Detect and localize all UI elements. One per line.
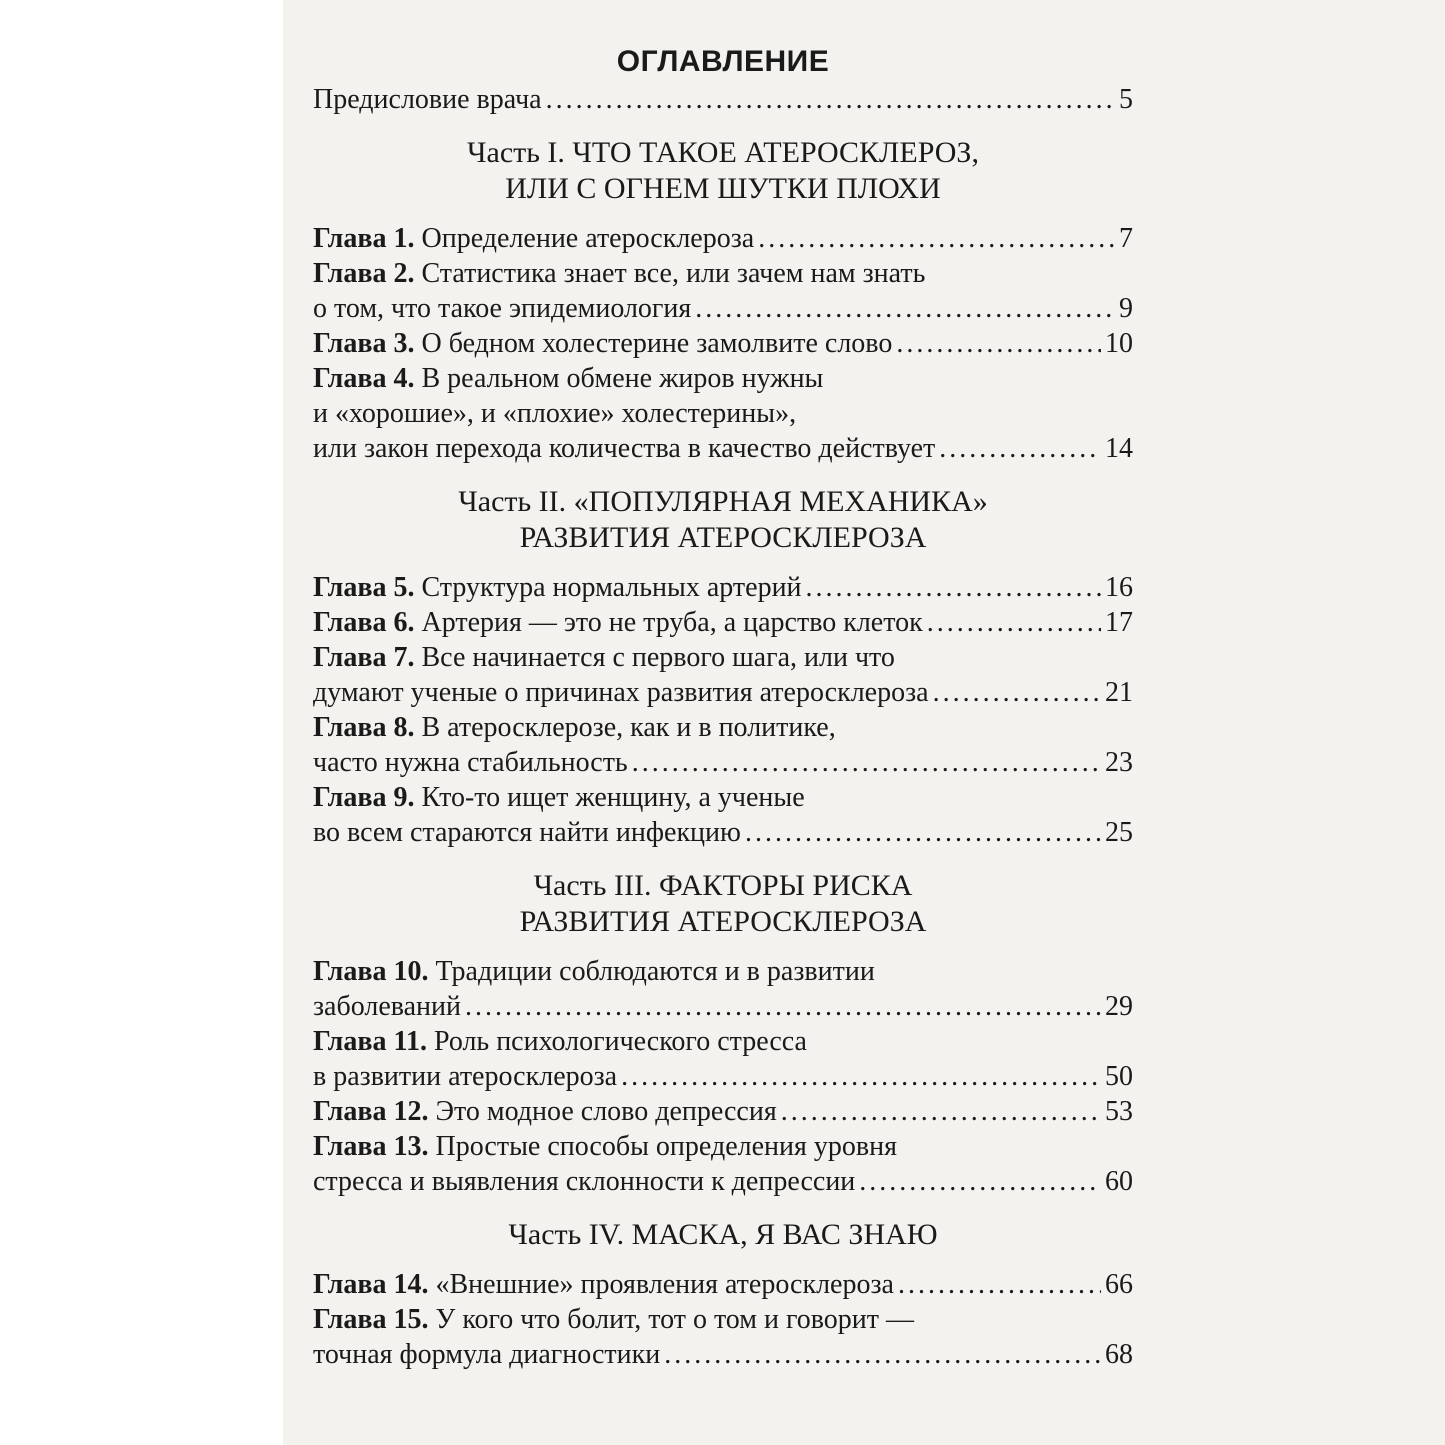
toc-entry-text-wrap bbox=[313, 1164, 855, 1199]
toc-entry-chapter bbox=[313, 710, 1133, 780]
chapter-label: Глава 15. bbox=[313, 1304, 429, 1335]
chapter-title-line: или закон перехода количества в качество действует bbox=[313, 433, 936, 464]
chapter-line bbox=[313, 256, 1133, 291]
toc-entry-text-wrap bbox=[313, 1059, 617, 1094]
toc-entry-row bbox=[313, 989, 1133, 1024]
part-title bbox=[313, 484, 1133, 556]
toc-entry-row bbox=[313, 431, 1133, 466]
part-title-line: РАЗВИТИЯ АТЕРОСКЛЕРОЗА bbox=[519, 905, 927, 938]
dot-leader bbox=[898, 1267, 1101, 1302]
chapter-title-line: Артерия — это не труба, а царство клеток bbox=[421, 607, 923, 638]
dot-leader bbox=[933, 675, 1101, 710]
toc-entry-row bbox=[313, 745, 1133, 780]
page-number: 29 bbox=[1105, 991, 1133, 1022]
toc-entry-chapter bbox=[313, 570, 1133, 605]
toc-entry-chapter bbox=[313, 1129, 1133, 1199]
part-title-line: Часть I. ЧТО ТАКОЕ АТЕРОСКЛЕРОЗ, bbox=[467, 136, 979, 169]
part-title-line: Часть III. ФАКТОРЫ РИСКА bbox=[533, 869, 913, 902]
chapter-title-line: Структура нормальных артерий bbox=[421, 572, 802, 603]
toc-entry-chapter bbox=[313, 1302, 1133, 1372]
chapter-title-line: Кто-то ищет женщину, а ученые bbox=[421, 782, 805, 813]
part-title-line: Часть IV. МАСКА, Я ВАС ЗНАЮ bbox=[508, 1218, 938, 1251]
page-number: 17 bbox=[1105, 607, 1133, 638]
chapter-label: Глава 14. bbox=[313, 1269, 429, 1300]
part-title-line: Часть II. «ПОПУЛЯРНАЯ МЕХАНИКА» bbox=[458, 485, 988, 518]
chapter-label: Глава 4. bbox=[313, 363, 415, 394]
chapter-title-line: У кого что болит, тот о том и говорит — bbox=[435, 1304, 915, 1335]
chapter-title-line: Традиции соблюдаются и в развитии bbox=[435, 956, 875, 987]
dot-leader bbox=[546, 82, 1115, 117]
chapter-title-line: «Внешние» проявления атеросклероза bbox=[435, 1269, 894, 1300]
chapter-title-line: во всем стараются найти инфекцию bbox=[313, 817, 741, 848]
toc-parts bbox=[313, 135, 1133, 1372]
toc-entry-row bbox=[313, 291, 1133, 326]
toc-entry-row bbox=[313, 326, 1133, 361]
chapter-label: Глава 13. bbox=[313, 1131, 429, 1162]
chapter-title-line: стресса и выявления склонности к депрессии bbox=[313, 1166, 856, 1197]
toc-entry-chapter bbox=[313, 256, 1133, 326]
chapter-label: Глава 12. bbox=[313, 1096, 429, 1127]
toc-entry-chapter bbox=[313, 640, 1133, 710]
toc-entry-text-wrap bbox=[313, 989, 461, 1024]
dot-leader bbox=[859, 1164, 1101, 1199]
dot-leader bbox=[632, 745, 1101, 780]
toc-entry-text-wrap bbox=[313, 570, 802, 605]
dot-leader bbox=[758, 221, 1115, 256]
page-number: 50 bbox=[1105, 1061, 1133, 1092]
toc-entry-text-wrap bbox=[313, 1337, 660, 1372]
chapter-title-line: думают ученые о причинах развития атеросклероза bbox=[313, 677, 929, 708]
toc-entry-text-wrap bbox=[313, 291, 691, 326]
chapter-label: Глава 10. bbox=[313, 956, 429, 987]
toc-entry-row bbox=[313, 82, 1133, 117]
toc-entry-text-wrap bbox=[313, 326, 892, 361]
toc-entry-text-wrap bbox=[313, 1094, 777, 1129]
chapter-title-line: Статистика знает все, или зачем нам знать bbox=[421, 258, 926, 289]
dot-leader bbox=[465, 989, 1101, 1024]
chapter-line bbox=[313, 640, 1133, 675]
dot-leader bbox=[896, 326, 1101, 361]
chapter-line bbox=[313, 1024, 1133, 1059]
toc-entry-chapter bbox=[313, 1267, 1133, 1302]
dot-leader bbox=[695, 291, 1115, 326]
toc-entry-row bbox=[313, 675, 1133, 710]
toc-entry-row bbox=[313, 1059, 1133, 1094]
part-title-line: РАЗВИТИЯ АТЕРОСКЛЕРОЗА bbox=[519, 521, 927, 554]
toc-entry-text-wrap bbox=[313, 1267, 894, 1302]
toc-entry-row bbox=[313, 1337, 1133, 1372]
toc-entry-chapter bbox=[313, 326, 1133, 361]
dot-leader bbox=[939, 431, 1101, 466]
part-title bbox=[313, 1217, 1133, 1253]
chapter-line bbox=[313, 954, 1133, 989]
toc-entry-chapter bbox=[313, 221, 1133, 256]
toc-entry-text-wrap bbox=[313, 745, 628, 780]
chapter-title-line: точная формула диагностики bbox=[313, 1339, 661, 1370]
chapter-label: Глава 6. bbox=[313, 607, 415, 638]
chapter-label: Глава 8. bbox=[313, 712, 415, 743]
page-number: 68 bbox=[1105, 1339, 1133, 1370]
page-number: 14 bbox=[1105, 433, 1133, 464]
chapter-title-line: Простые способы определения уровня bbox=[435, 1131, 897, 1162]
page-title: ОГЛАВЛЕНИЕ bbox=[616, 45, 830, 78]
page-number: 7 bbox=[1119, 223, 1133, 254]
chapter-title-line: О бедном холестерине замолвите слово bbox=[421, 328, 893, 359]
chapter-title-line: в развитии атеросклероза bbox=[313, 1061, 618, 1092]
toc-entry-chapter bbox=[313, 1024, 1133, 1094]
chapter-label: Глава 9. bbox=[313, 782, 415, 813]
chapter-line bbox=[313, 780, 1133, 815]
page-number: 5 bbox=[1119, 84, 1133, 115]
chapter-title-line: заболеваний bbox=[313, 991, 461, 1022]
toc-entry-row bbox=[313, 605, 1133, 640]
chapter-title-line: часто нужна стабильность bbox=[313, 747, 628, 778]
chapter-title-line: Роль психологического стресса bbox=[433, 1026, 807, 1057]
chapter-title-line: Определение атеросклероза bbox=[421, 223, 755, 254]
chapter-title-line: и «хорошие», и «плохие» холестерины», bbox=[313, 398, 797, 429]
table-of-contents bbox=[313, 42, 1133, 1372]
chapter-label: Глава 5. bbox=[313, 572, 415, 603]
toc-entry-chapter bbox=[313, 361, 1133, 466]
toc-entry-text: Предисловие врача bbox=[313, 84, 542, 115]
toc-entry-row bbox=[313, 815, 1133, 850]
part-title bbox=[313, 868, 1133, 940]
chapter-title-line: В атеросклерозе, как и в политике, bbox=[421, 712, 836, 743]
toc-entry-row bbox=[313, 1094, 1133, 1129]
toc-entry-text-wrap bbox=[313, 815, 741, 850]
toc-entry-row bbox=[313, 221, 1133, 256]
toc-entry-row bbox=[313, 1267, 1133, 1302]
toc-entry-preface bbox=[313, 82, 1133, 117]
chapter-title-line: Все начинается с первого шага, или что bbox=[421, 642, 895, 673]
chapter-title-line: В реальном обмене жиров нужны bbox=[421, 363, 824, 394]
dot-leader bbox=[664, 1337, 1101, 1372]
toc-entry-text-wrap bbox=[313, 675, 929, 710]
toc-entry-text-wrap bbox=[313, 605, 923, 640]
chapter-label: Глава 1. bbox=[313, 223, 415, 254]
page-number: 23 bbox=[1105, 747, 1133, 778]
toc-entry-text-wrap bbox=[313, 431, 935, 466]
toc-entry-row bbox=[313, 570, 1133, 605]
chapter-line bbox=[313, 396, 1133, 431]
chapter-line bbox=[313, 1302, 1133, 1337]
page-number: 9 bbox=[1119, 293, 1133, 324]
part-title-line: ИЛИ С ОГНЕМ ШУТКИ ПЛОХИ bbox=[505, 172, 941, 205]
toc-entry-text-wrap bbox=[313, 221, 754, 256]
chapter-title-line: о том, что такое эпидемиология bbox=[313, 293, 692, 324]
dot-leader bbox=[806, 570, 1101, 605]
chapter-line bbox=[313, 710, 1133, 745]
toc-entry-chapter bbox=[313, 605, 1133, 640]
dot-leader bbox=[927, 605, 1101, 640]
chapter-line bbox=[313, 361, 1133, 396]
toc-entry-chapter bbox=[313, 954, 1133, 1024]
dot-leader bbox=[621, 1059, 1101, 1094]
toc-entry-chapter bbox=[313, 780, 1133, 850]
chapter-title-line: Это модное слово депрессия bbox=[435, 1096, 777, 1127]
chapter-line bbox=[313, 1129, 1133, 1164]
dot-leader bbox=[781, 1094, 1101, 1129]
page-number: 66 bbox=[1105, 1269, 1133, 1300]
page-number: 21 bbox=[1105, 677, 1133, 708]
page-number: 16 bbox=[1105, 572, 1133, 603]
page-number: 60 bbox=[1105, 1166, 1133, 1197]
page-number: 53 bbox=[1105, 1096, 1133, 1127]
chapter-label: Глава 7. bbox=[313, 642, 415, 673]
dot-leader bbox=[745, 815, 1101, 850]
page-number: 25 bbox=[1105, 817, 1133, 848]
chapter-label: Глава 2. bbox=[313, 258, 415, 289]
chapter-label: Глава 3. bbox=[313, 328, 415, 359]
toc-entry-row bbox=[313, 1164, 1133, 1199]
page-number: 10 bbox=[1105, 328, 1133, 359]
part-title bbox=[313, 135, 1133, 207]
chapter-label: Глава 11. bbox=[313, 1026, 427, 1057]
toc-entry-chapter bbox=[313, 1094, 1133, 1129]
